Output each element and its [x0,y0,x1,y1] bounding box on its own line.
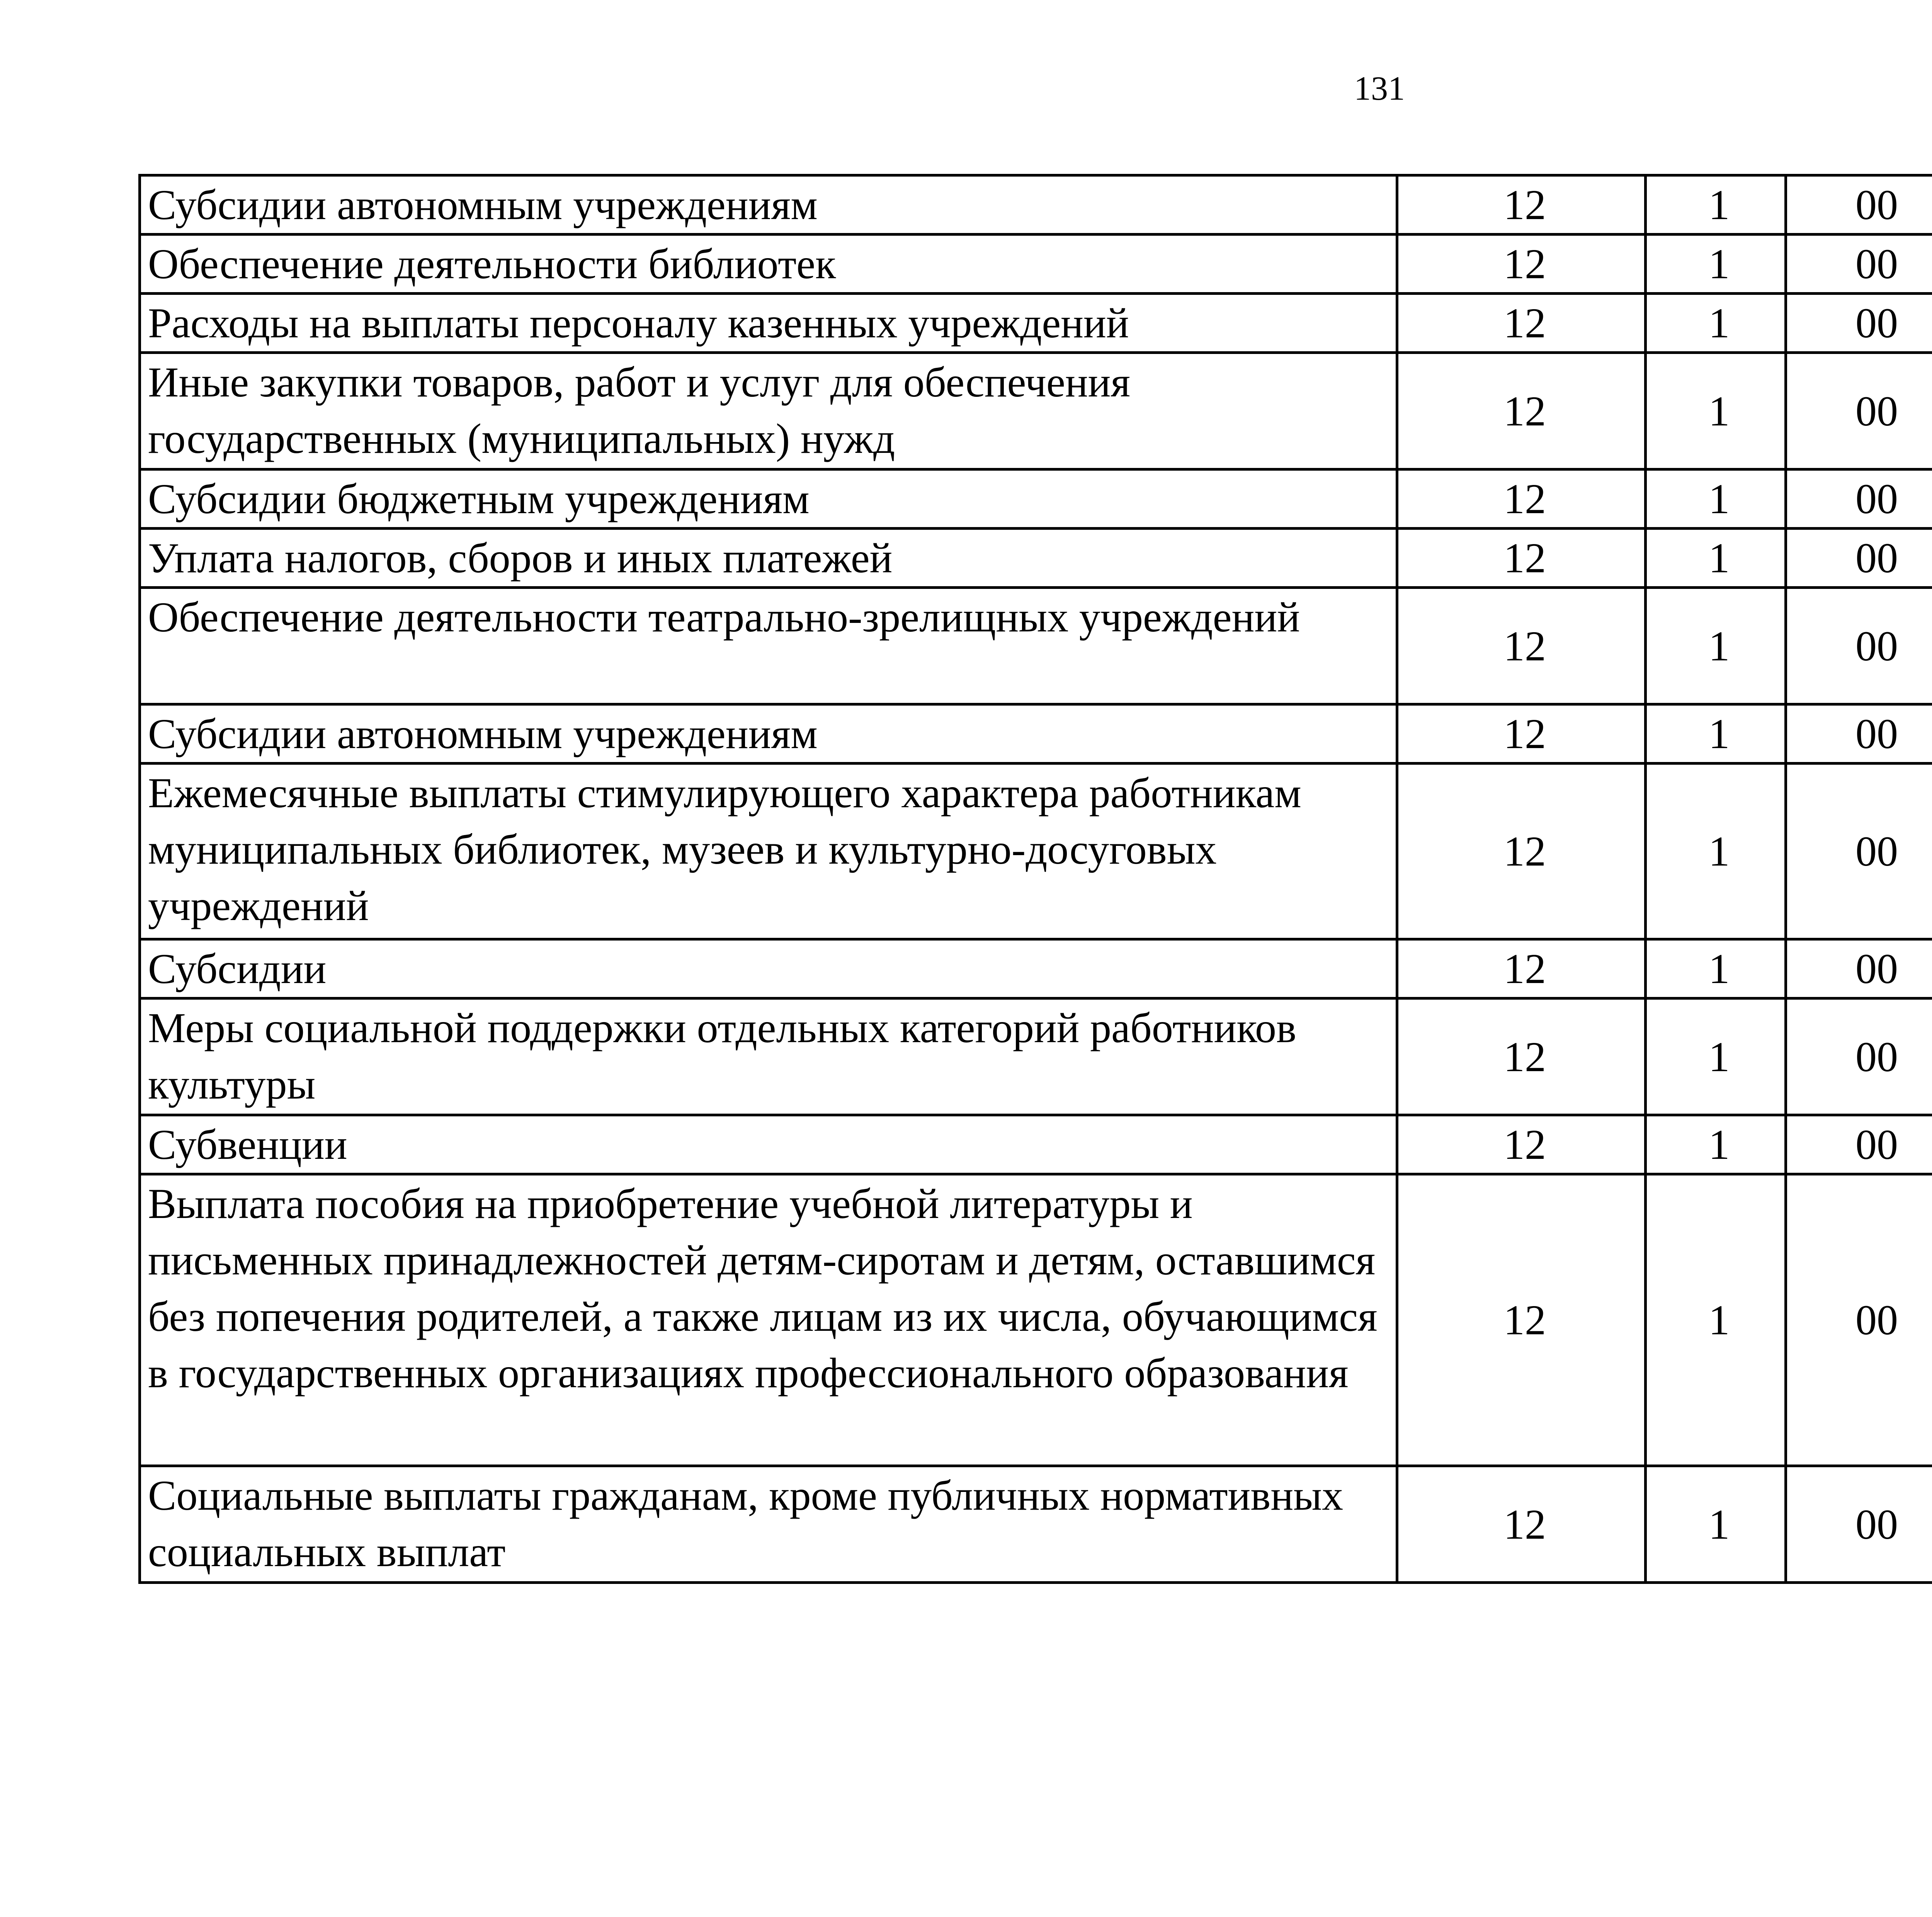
table-row [140,998,1932,1115]
row-code-1: 12 [1397,235,1646,294]
row-name: Субсидии бюджетным учреждениям [140,469,1397,529]
row-code-2: 1 [1646,1174,1786,1466]
row-code-1: 12 [1397,1466,1646,1583]
row-code-2: 1 [1646,529,1786,588]
row-name: Расходы на выплаты персоналу казенных учреждений [140,294,1397,353]
table-row [140,1174,1932,1466]
row-code-3: 00 [1786,588,1932,704]
row-code-1: 12 [1397,939,1646,998]
row-code-3: 00 [1786,704,1932,764]
row-code-2: 1 [1646,353,1786,469]
table-row [140,764,1932,939]
row-code-3: 00 [1786,998,1932,1115]
row-name: Уплата налогов, сборов и иных платежей [140,529,1397,588]
row-code-3: 00 [1786,294,1932,353]
row-name: Субсидии автономным учреждениям [140,704,1397,764]
row-code-2: 1 [1646,704,1786,764]
row-code-2: 1 [1646,175,1786,235]
row-code-2: 1 [1646,235,1786,294]
row-code-1: 12 [1397,529,1646,588]
budget-table-body [140,175,1932,1583]
table-row [140,175,1932,235]
row-code-3: 00 [1786,1466,1932,1583]
row-name: Иные закупки товаров, работ и услуг для обеспечения государственных (муниципальных) нужд [140,353,1397,469]
row-name: Обеспечение деятельности библиотек [140,235,1397,294]
row-name: Субсидии [140,939,1397,998]
row-name: Социальные выплаты гражданам, кроме публичных нормативных социальных выплат [140,1466,1397,1583]
table-row [140,939,1932,998]
row-name: Обеспечение деятельности театрально-зрелищных учреждений [140,588,1397,704]
table-row [140,1115,1932,1174]
row-code-1: 12 [1397,294,1646,353]
table-row [140,235,1932,294]
row-code-1: 12 [1397,175,1646,235]
table-row [140,469,1932,529]
row-code-1: 12 [1397,704,1646,764]
row-code-1: 12 [1397,353,1646,469]
row-code-1: 12 [1397,1115,1646,1174]
page-number: 131 [1354,70,1405,107]
table-row [140,353,1932,469]
row-code-2: 1 [1646,294,1786,353]
row-code-3: 00 [1786,1174,1932,1466]
row-name: Субвенции [140,1115,1397,1174]
row-code-3: 00 [1786,764,1932,939]
row-code-1: 12 [1397,469,1646,529]
row-code-3: 00 [1786,235,1932,294]
budget-table [138,174,1932,1584]
row-code-3: 00 [1786,1115,1932,1174]
row-code-2: 1 [1646,469,1786,529]
row-name: Выплата пособия на приобретение учебной литературы и письменных принадлежностей детям-сиротам и детям, оставшимся без попечения родителей, а также лицам из их числа, обучающимся в государственных организациях профессионального образования [140,1174,1397,1466]
row-code-3: 00 [1786,469,1932,529]
row-name: Субсидии автономным учреждениям [140,175,1397,235]
row-code-3: 00 [1786,175,1932,235]
row-code-3: 00 [1786,939,1932,998]
row-code-2: 1 [1646,588,1786,704]
row-code-2: 1 [1646,1115,1786,1174]
row-code-1: 12 [1397,1174,1646,1466]
row-code-1: 12 [1397,764,1646,939]
row-code-2: 1 [1646,1466,1786,1583]
table-row [140,704,1932,764]
row-code-1: 12 [1397,998,1646,1115]
row-code-2: 1 [1646,998,1786,1115]
table-row [140,529,1932,588]
row-code-2: 1 [1646,939,1786,998]
row-code-3: 00 [1786,353,1932,469]
table-row [140,294,1932,353]
row-name: Ежемесячные выплаты стимулирующего характера работникам муниципальных библиотек, музеев и культурно-досуговых учреждений [140,764,1397,939]
table-row [140,1466,1932,1583]
row-name: Меры социальной поддержки отдельных категорий работников культуры [140,998,1397,1115]
row-code-2: 1 [1646,764,1786,939]
row-code-1: 12 [1397,588,1646,704]
table-row [140,588,1932,704]
row-code-3: 00 [1786,529,1932,588]
